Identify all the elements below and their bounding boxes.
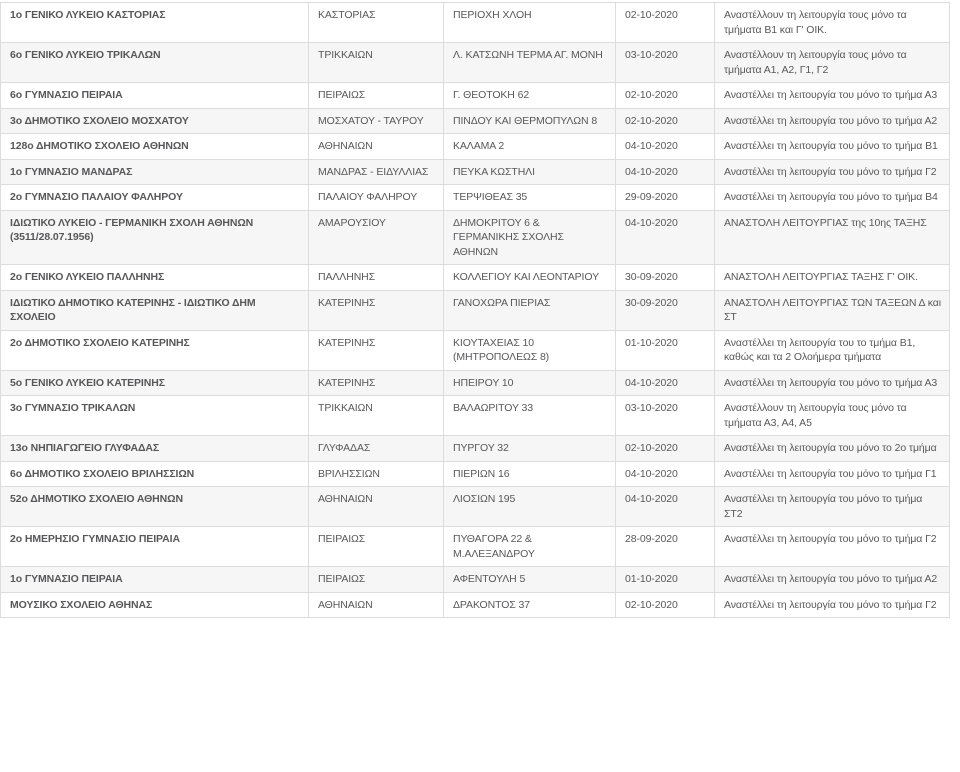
table-row xyxy=(1,592,950,618)
school-name-cell: 2ο ΓΕΝΙΚΟ ΛΥΚΕΙΟ ΠΑΛΛΗΝΗΣ xyxy=(1,265,309,291)
school-name-cell: 6ο ΓΕΝΙΚΟ ΛΥΚΕΙΟ ΤΡΙΚΑΛΩΝ xyxy=(1,43,309,83)
date-cell: 29-09-2020 xyxy=(616,185,715,211)
suspension-note-cell: ΑΝΑΣΤΟΛΗ ΛΕΙΤΟΥΡΓΙΑΣ ΤΩΝ ΤΑΞΕΩΝ Δ και ΣΤ xyxy=(715,290,950,330)
date-cell: 04-10-2020 xyxy=(616,461,715,487)
municipality-cell: ΠΕΙΡΑΙΩΣ xyxy=(309,527,444,567)
date-cell: 04-10-2020 xyxy=(616,159,715,185)
municipality-cell: ΚΑΤΕΡΙΝΗΣ xyxy=(309,370,444,396)
suspension-note-cell: Αναστέλλει τη λειτουργία του μόνο το τμήμα Β1 xyxy=(715,134,950,160)
table-row xyxy=(1,108,950,134)
table-row xyxy=(1,330,950,370)
municipality-cell: ΠΑΛΛΗΝΗΣ xyxy=(309,265,444,291)
school-name-cell: ΙΔΙΩΤΙΚΟ ΛΥΚΕΙΟ - ΓΕΡΜΑΝΙΚΗ ΣΧΟΛΗ ΑΘΗΝΩΝ (3511/28.07.1956) xyxy=(1,210,309,265)
date-cell: 30-09-2020 xyxy=(616,265,715,291)
table-row xyxy=(1,3,950,43)
address-cell: ΛΙΟΣΙΩΝ 195 xyxy=(444,487,616,527)
municipality-cell: ΠΕΙΡΑΙΩΣ xyxy=(309,567,444,593)
suspension-note-cell: Αναστέλλει τη λειτουργία του μόνο το 2ο τμήμα xyxy=(715,436,950,462)
table-row xyxy=(1,290,950,330)
address-cell: ΠΥΡΓΟΥ 32 xyxy=(444,436,616,462)
school-name-cell: 3ο ΔΗΜΟΤΙΚΟ ΣΧΟΛΕΙΟ ΜΟΣΧΑΤΟΥ xyxy=(1,108,309,134)
school-name-cell: 2ο ΓΥΜΝΑΣΙΟ ΠΑΛΑΙΟΥ ΦΑΛΗΡΟΥ xyxy=(1,185,309,211)
date-cell: 02-10-2020 xyxy=(616,83,715,109)
address-cell: ΔΗΜΟΚΡΙΤΟΥ 6 & ΓΕΡΜΑΝΙΚΗΣ ΣΧΟΛΗΣ ΑΘΗΝΩΝ xyxy=(444,210,616,265)
municipality-cell: ΓΛΥΦΑΔΑΣ xyxy=(309,436,444,462)
address-cell: ΚΟΛΛΕΓΙΟΥ ΚΑΙ ΛΕΟΝΤΑΡΙΟΥ xyxy=(444,265,616,291)
table-row xyxy=(1,436,950,462)
suspension-note-cell: Αναστέλλουν τη λειτουργία τους μόνο τα τμήματα Β1 και Γ' ΟΙΚ. xyxy=(715,3,950,43)
date-cell: 03-10-2020 xyxy=(616,43,715,83)
address-cell: ΠΕΡΙΟΧΗ ΧΛΟΗ xyxy=(444,3,616,43)
address-cell: ΠΙΕΡΙΩΝ 16 xyxy=(444,461,616,487)
school-closures-table-container xyxy=(0,2,950,618)
municipality-cell: ΚΑΣΤΟΡΙΑΣ xyxy=(309,3,444,43)
school-name-cell: 128ο ΔΗΜΟΤΙΚΟ ΣΧΟΛΕΙΟ ΑΘΗΝΩΝ xyxy=(1,134,309,160)
suspension-note-cell: Αναστέλλει τη λειτουργία του μόνο το τμήμα Α2 xyxy=(715,567,950,593)
table-row xyxy=(1,461,950,487)
municipality-cell: ΒΡΙΛΗΣΣΙΩΝ xyxy=(309,461,444,487)
date-cell: 04-10-2020 xyxy=(616,370,715,396)
table-row xyxy=(1,527,950,567)
address-cell: Γ. ΘΕΟΤΟΚΗ 62 xyxy=(444,83,616,109)
date-cell: 03-10-2020 xyxy=(616,396,715,436)
suspension-note-cell: Αναστέλλει τη λειτουργία του μόνο το τμήμα Β4 xyxy=(715,185,950,211)
table-row xyxy=(1,567,950,593)
school-name-cell: ΙΔΙΩΤΙΚΟ ΔΗΜΟΤΙΚΟ ΚΑΤΕΡΙΝΗΣ - ΙΔΙΩΤΙΚΟ ΔΗΜ ΣΧΟΛΕΙΟ xyxy=(1,290,309,330)
suspension-note-cell: Αναστέλλει τη λειτουργία του μόνο το τμήμα Α2 xyxy=(715,108,950,134)
address-cell: ΓΑΝΟΧΩΡΑ ΠΙΕΡΙΑΣ xyxy=(444,290,616,330)
municipality-cell: ΚΑΤΕΡΙΝΗΣ xyxy=(309,330,444,370)
school-name-cell: 2ο ΔΗΜΟΤΙΚΟ ΣΧΟΛΕΙΟ ΚΑΤΕΡΙΝΗΣ xyxy=(1,330,309,370)
table-row xyxy=(1,265,950,291)
school-name-cell: 1ο ΓΥΜΝΑΣΙΟ ΜΑΝΔΡΑΣ xyxy=(1,159,309,185)
suspension-note-cell: Αναστέλλει τη λειτουργία του μόνο το τμήμα Α3 xyxy=(715,83,950,109)
suspension-note-cell: Αναστέλλει τη λειτουργία του μόνο το τμήμα Γ2 xyxy=(715,592,950,618)
school-name-cell: 1ο ΓΥΜΝΑΣΙΟ ΠΕΙΡΑΙΑ xyxy=(1,567,309,593)
municipality-cell: ΤΡΙΚΚΑΙΩΝ xyxy=(309,396,444,436)
suspension-note-cell: Αναστέλλει τη λειτουργία του μόνο το τμήμα Α3 xyxy=(715,370,950,396)
date-cell: 01-10-2020 xyxy=(616,330,715,370)
table-row xyxy=(1,396,950,436)
municipality-cell: ΜΟΣΧΑΤΟΥ - ΤΑΥΡΟΥ xyxy=(309,108,444,134)
school-name-cell: 6ο ΔΗΜΟΤΙΚΟ ΣΧΟΛΕΙΟ ΒΡΙΛΗΣΣΙΩΝ xyxy=(1,461,309,487)
date-cell: 30-09-2020 xyxy=(616,290,715,330)
address-cell: ΠΙΝΔΟΥ ΚΑΙ ΘΕΡΜΟΠΥΛΩΝ 8 xyxy=(444,108,616,134)
school-name-cell: 6ο ΓΥΜΝΑΣΙΟ ΠΕΙΡΑΙΑ xyxy=(1,83,309,109)
date-cell: 02-10-2020 xyxy=(616,592,715,618)
school-name-cell: 1ο ΓΕΝΙΚΟ ΛΥΚΕΙΟ ΚΑΣΤΟΡΙΑΣ xyxy=(1,3,309,43)
school-name-cell: 52ο ΔΗΜΟΤΙΚΟ ΣΧΟΛΕΙΟ ΑΘΗΝΩΝ xyxy=(1,487,309,527)
suspension-note-cell: Αναστέλλει τη λειτουργία του το τμήμα Β1, καθώς και τα 2 Ολοήμερα τμήματα xyxy=(715,330,950,370)
date-cell: 04-10-2020 xyxy=(616,134,715,160)
school-name-cell: 2ο ΗΜΕΡΗΣΙΟ ΓΥΜΝΑΣΙΟ ΠΕΙΡΑΙΑ xyxy=(1,527,309,567)
address-cell: Λ. ΚΑΤΣΩΝΗ ΤΕΡΜΑ ΑΓ. ΜΟΝΗ xyxy=(444,43,616,83)
suspension-note-cell: Αναστέλλει τη λειτουργία του μόνο το τμήμα ΣΤ2 xyxy=(715,487,950,527)
school-name-cell: 3ο ΓΥΜΝΑΣΙΟ ΤΡΙΚΑΛΩΝ xyxy=(1,396,309,436)
address-cell: ΠΕΥΚΑ ΚΩΣΤΗΛΙ xyxy=(444,159,616,185)
table-row xyxy=(1,210,950,265)
school-closures-table xyxy=(0,2,950,618)
suspension-note-cell: Αναστέλλει τη λειτουργία του μόνο το τμήμα Γ2 xyxy=(715,527,950,567)
date-cell: 04-10-2020 xyxy=(616,210,715,265)
school-name-cell: ΜΟΥΣΙΚΟ ΣΧΟΛΕΙΟ ΑΘΗΝΑΣ xyxy=(1,592,309,618)
address-cell: ΤΕΡΨΙΘΕΑΣ 35 xyxy=(444,185,616,211)
date-cell: 28-09-2020 xyxy=(616,527,715,567)
suspension-note-cell: ΑΝΑΣΤΟΛΗ ΛΕΙΤΟΥΡΓΙΑΣ της 10ης ΤΑΞΗΣ xyxy=(715,210,950,265)
suspension-note-cell: Αναστέλλουν τη λειτουργία τους μόνο τα τμήματα Α1, Α2, Γ1, Γ2 xyxy=(715,43,950,83)
table-row xyxy=(1,370,950,396)
table-row xyxy=(1,159,950,185)
date-cell: 01-10-2020 xyxy=(616,567,715,593)
school-name-cell: 5ο ΓΕΝΙΚΟ ΛΥΚΕΙΟ ΚΑΤΕΡΙΝΗΣ xyxy=(1,370,309,396)
date-cell: 02-10-2020 xyxy=(616,108,715,134)
date-cell: 02-10-2020 xyxy=(616,3,715,43)
address-cell: ΔΡΑΚΟΝΤΟΣ 37 xyxy=(444,592,616,618)
date-cell: 02-10-2020 xyxy=(616,436,715,462)
suspension-note-cell: Αναστέλλουν τη λειτουργία τους μόνο τα τμήματα Α3, Α4, Α5 xyxy=(715,396,950,436)
municipality-cell: ΜΑΝΔΡΑΣ - ΕΙΔΥΛΛΙΑΣ xyxy=(309,159,444,185)
municipality-cell: ΑΜΑΡΟΥΣΙΟΥ xyxy=(309,210,444,265)
municipality-cell: ΤΡΙΚΚΑΙΩΝ xyxy=(309,43,444,83)
table-row xyxy=(1,185,950,211)
address-cell: ΠΥΘΑΓΟΡΑ 22 & Μ.ΑΛΕΞΑΝΔΡΟΥ xyxy=(444,527,616,567)
suspension-note-cell: Αναστέλλει τη λειτουργία του μόνο το τμήμα Γ2 xyxy=(715,159,950,185)
school-name-cell: 13ο ΝΗΠΙΑΓΩΓΕΙΟ ΓΛΥΦΑΔΑΣ xyxy=(1,436,309,462)
table-row xyxy=(1,134,950,160)
municipality-cell: ΑΘΗΝΑΙΩΝ xyxy=(309,592,444,618)
address-cell: ΑΦΕΝΤΟΥΛΗ 5 xyxy=(444,567,616,593)
suspension-note-cell: Αναστέλλει τη λειτουργία του μόνο το τμήμα Γ1 xyxy=(715,461,950,487)
municipality-cell: ΚΑΤΕΡΙΝΗΣ xyxy=(309,290,444,330)
table-row xyxy=(1,487,950,527)
address-cell: ΚΙΟΥΤΑΧΕΙΑΣ 10 (ΜΗΤΡΟΠΟΛΕΩΣ 8) xyxy=(444,330,616,370)
date-cell: 04-10-2020 xyxy=(616,487,715,527)
suspension-note-cell: ΑΝΑΣΤΟΛΗ ΛΕΙΤΟΥΡΓΙΑΣ ΤΑΞΗΣ Γ' ΟΙΚ. xyxy=(715,265,950,291)
municipality-cell: ΠΕΙΡΑΙΩΣ xyxy=(309,83,444,109)
address-cell: ΒΑΛΑΩΡΙΤΟΥ 33 xyxy=(444,396,616,436)
table-row xyxy=(1,43,950,83)
address-cell: ΗΠΕΙΡΟΥ 10 xyxy=(444,370,616,396)
municipality-cell: ΑΘΗΝΑΙΩΝ xyxy=(309,487,444,527)
address-cell: ΚΑΛΑΜΑ 2 xyxy=(444,134,616,160)
table-row xyxy=(1,83,950,109)
municipality-cell: ΑΘΗΝΑΙΩΝ xyxy=(309,134,444,160)
municipality-cell: ΠΑΛΑΙΟΥ ΦΑΛΗΡΟΥ xyxy=(309,185,444,211)
